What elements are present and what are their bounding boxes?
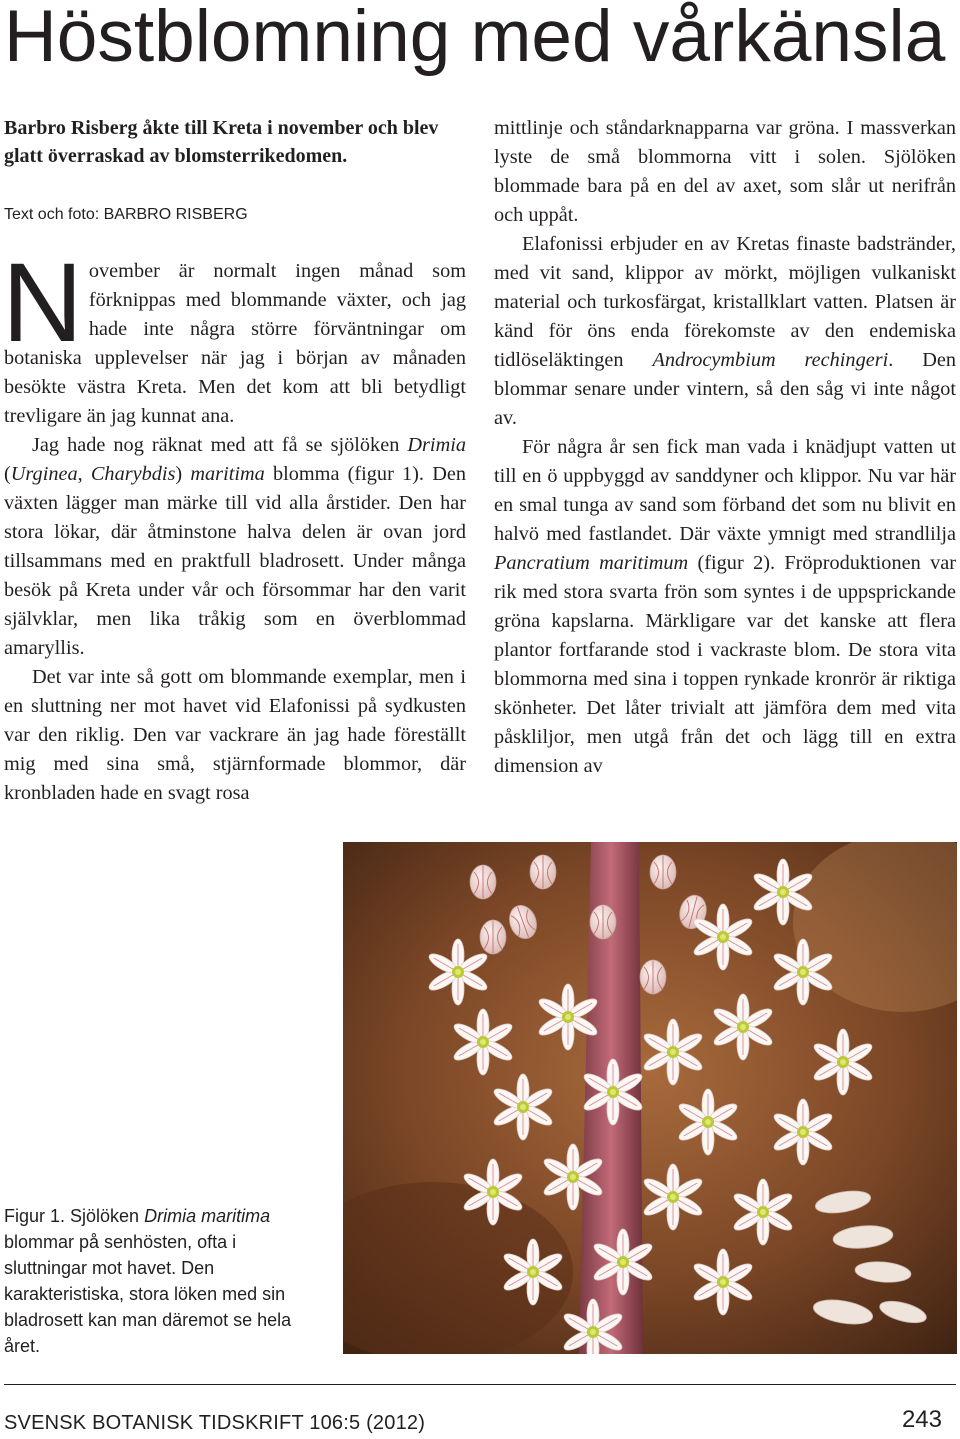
species-name: Charybdis <box>90 463 176 485</box>
body-text: Jag hade nog räknat med att få se sjölöken <box>32 434 408 456</box>
body-paragraph: Det var inte så gott om blommande exemplar, men i en sluttning ner mot havet vid Elafonissi på sydkusten var den riklig. Den var vackrare än jag hade föreställt mig med sina små, stjärnformade blommor, där kronbladen hade en svagt rosa <box>4 666 466 804</box>
figure-1-photo <box>343 842 957 1354</box>
species-name: Drimia <box>407 434 466 456</box>
body-text: (figur 2). Fröproduktionen var rik med stora svarta frön som syntes i de uppsprickande gröna kapslarna. Märkligare var det kanske att flera plantor fortfarande stod i vackraste blom. De stora vita blommorna med sina i toppen rynkade kronrör är riktiga skönheter. Det låter trivialt att jämföra dem med vita påskliljor, men utgå från det och lägg till en extra dimension av <box>494 552 956 777</box>
flower-photo-illustration <box>343 842 957 1354</box>
species-name: Urginea <box>10 463 78 485</box>
body-paragraph <box>4 431 466 663</box>
body-text: , <box>77 463 91 485</box>
journal-footer: SVENSK BOTANISK TIDSKRIFT 106:5 (2012) <box>4 1412 426 1434</box>
species-name: Pancratium maritimum <box>494 552 689 574</box>
body-text: ( <box>4 463 11 485</box>
body-paragraph <box>494 230 956 433</box>
body-column-left <box>2 240 466 808</box>
page-number: 243 <box>901 1406 942 1433</box>
body-text: ) <box>175 463 191 485</box>
article-title: Höstblomning med vårkänsla <box>4 0 946 77</box>
species-name: maritima <box>190 463 265 485</box>
caption-text: blommar på senhösten, ofta i sluttningar mot havet. Den karakteristiska, stora löken med sin bladrosett kan man däremot se hela året. <box>4 1232 292 1356</box>
drop-cap: N <box>2 240 83 365</box>
lead-paragraph: Barbro Risberg åkte till Kreta i november och blev glatt överraskad av blomsterrikedomen. <box>4 117 439 167</box>
body-paragraph <box>494 433 956 781</box>
body-text: Elafonissi erbjuder en av Kretas finaste badstränder, med vit sand, klippor av mörkt, möjligen vulkaniskt material och turkosfärgat, kristallklart vatten. Platsen är känd för öns enda förekomste av den endemiska tidlöseläktingen <box>494 233 956 371</box>
body-text: För några år sen fick man vada i knädjupt vatten ut till en ö uppbyggd av sanddyner och klippor. Nu var här en smal tunga av sand som förband det som nu blivit en halvö med fastlandet. Där växte ymnigt med strandlilja <box>494 436 956 545</box>
body-text: blomma (figur 1). Den växten lägger man märke till vid alla årstider. Den har stora lökar, där åtminstone halva delen är ovan jord tillsammans med en praktfull bladrosett. Under många besök på Kreta under vår och försommar har den varit självklar, men lika tråkig som en överblommad amaryllis. <box>4 463 466 659</box>
species-name: Androcymbium rechingeri <box>652 349 889 371</box>
body-text: . Den blommar senare under vintern, så den såg vi inte något av. <box>494 349 957 429</box>
footer-divider <box>4 1384 956 1385</box>
figure-caption <box>4 1203 316 1359</box>
byline: Text och foto: BARBRO RISBERG <box>4 206 248 223</box>
body-column-right <box>494 114 956 781</box>
species-name: Drimia maritima <box>144 1206 271 1226</box>
body-paragraph <box>2 240 466 431</box>
caption-text: Figur 1. Sjölöken <box>4 1206 145 1226</box>
body-text: ovember är normalt ingen månad som förknippas med blommande växter, och jag hade inte några större förväntningar om botaniska upplevelser när jag i början av månaden besökte västra Kreta. Men det kom att bli betydligt trevligare än jag kunnat ana. <box>4 260 466 427</box>
body-paragraph: mittlinje och ståndarknapparna var gröna. I massverkan lyste de små blommorna vitt i solen. Sjölöken blommade bara på en del av axet, som slår ut nerifrån och uppåt. <box>494 117 956 226</box>
